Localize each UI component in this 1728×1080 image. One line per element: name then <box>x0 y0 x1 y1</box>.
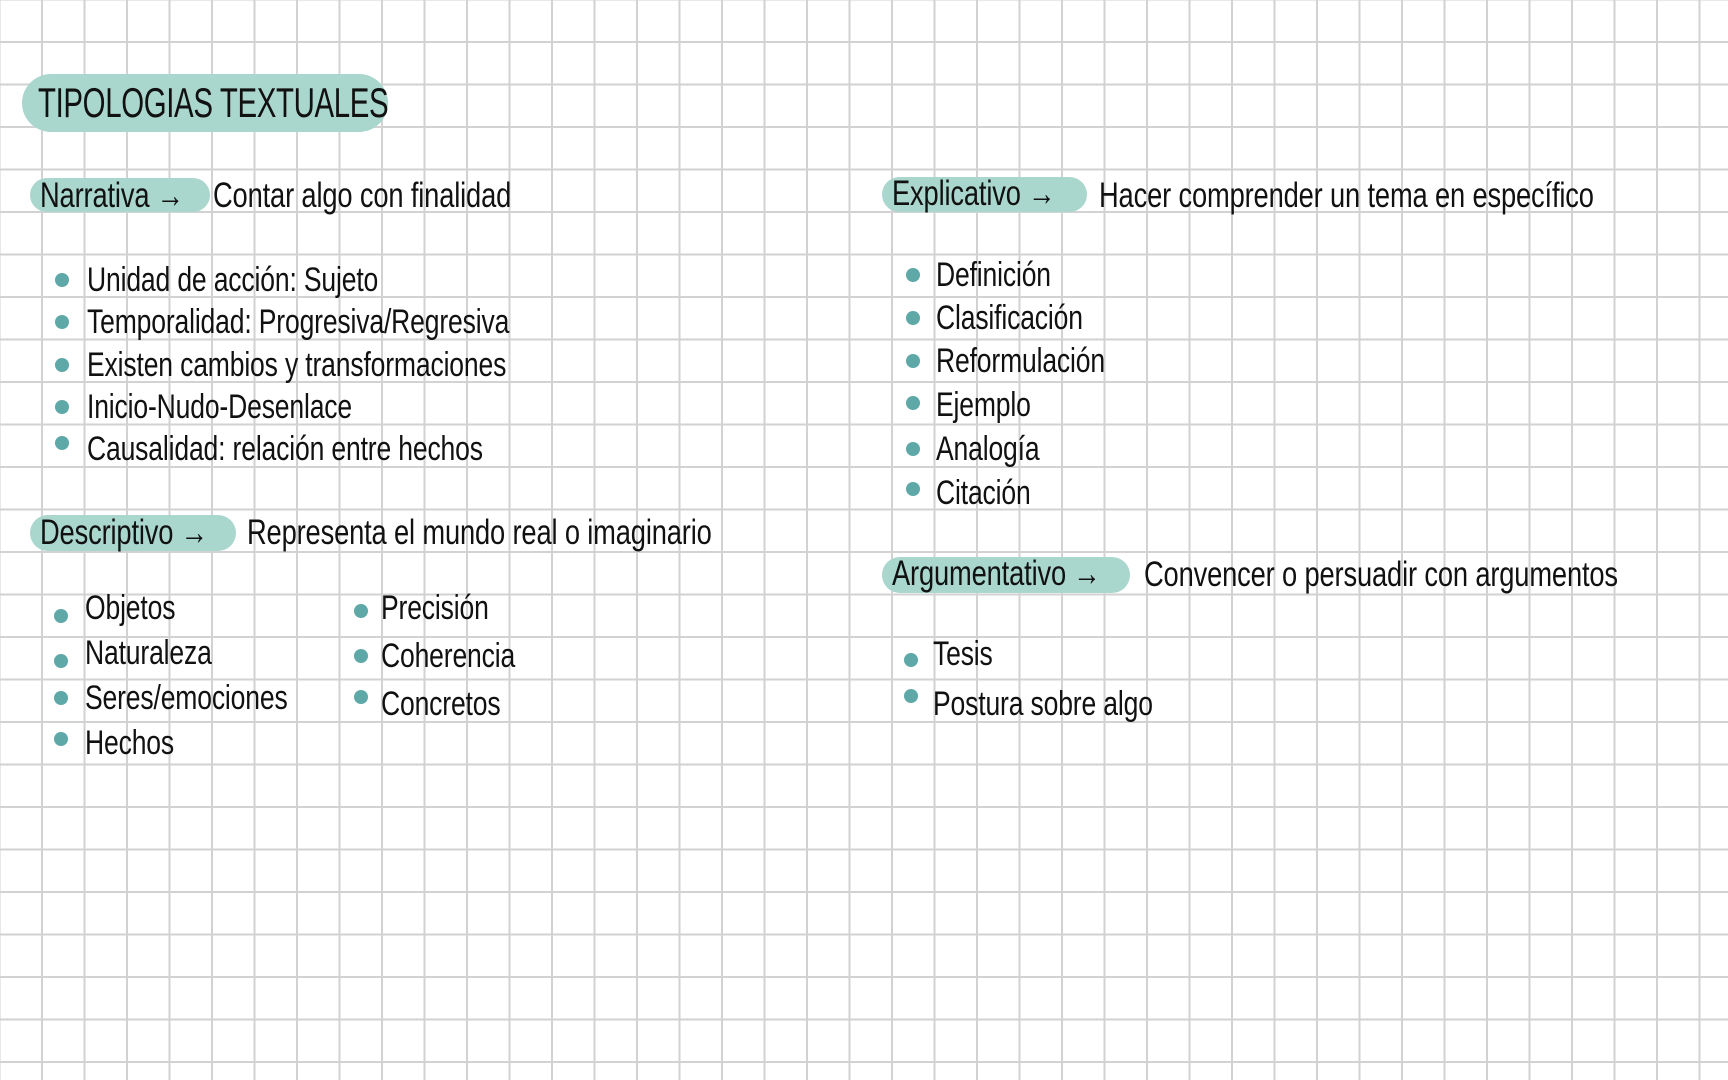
narrativa-heading <box>40 175 225 217</box>
argumentativo-label: Argumentativo → <box>892 554 1101 593</box>
bullet-icon <box>906 354 920 368</box>
bullet-icon <box>906 482 920 496</box>
descriptivo-label: Descriptivo → <box>40 513 208 552</box>
bullet-icon <box>54 654 68 668</box>
bullet-icon <box>54 609 68 623</box>
argumentativo-description: Convencer o persuadir con argumentos <box>1144 555 1618 594</box>
list-item: Objetos <box>54 587 201 629</box>
bullet-icon <box>906 442 920 456</box>
bullet-icon <box>904 653 918 667</box>
bullet-icon <box>906 268 920 282</box>
list-item: Definición <box>906 254 1083 296</box>
list-item: Tesis <box>904 633 1009 675</box>
descriptivo-description: Representa el mundo real o imaginario <box>247 513 712 552</box>
bullet-icon <box>55 400 69 414</box>
bullet-icon <box>906 396 920 410</box>
list-item: Naturaleza <box>54 632 247 674</box>
explicativo-description: Hacer comprender un tema en específico <box>1099 176 1594 215</box>
page-title: TIPOLOGIAS TEXTUALES <box>38 79 389 126</box>
list-item: Postura sobre algo <box>904 683 1215 725</box>
bullet-icon <box>55 436 69 450</box>
arrow-right-icon: → <box>1073 554 1101 593</box>
list-item: Reformulación <box>906 340 1153 382</box>
list-item: Temporalidad: Progresiva/Regresiva <box>55 301 628 343</box>
list-item: Inicio-Nudo-Desenlace <box>55 386 427 428</box>
bullet-icon <box>55 273 69 287</box>
list-item: Seres/emociones <box>54 677 345 719</box>
bullet-icon <box>354 649 368 663</box>
descriptivo-heading <box>40 512 255 554</box>
list-item: Existen cambios y transformaciones <box>55 344 624 386</box>
explicativo-label: Explicativo → <box>892 174 1056 213</box>
list-item: Analogía <box>906 428 1069 470</box>
narrativa-description: Contar algo con finalidad <box>213 176 512 215</box>
bullet-icon <box>354 604 368 618</box>
list-item: Concretos <box>354 683 534 725</box>
bullet-icon <box>906 311 920 325</box>
list-item: Ejemplo <box>906 384 1057 426</box>
list-item: Citación <box>906 472 1057 514</box>
bullet-icon <box>904 689 918 703</box>
bullet-icon <box>55 315 69 329</box>
arrow-right-icon: → <box>180 513 208 552</box>
list-item: Unidad de acción: Sujeto <box>55 259 460 301</box>
arrow-right-icon: → <box>1028 174 1056 213</box>
bullet-icon <box>54 691 68 705</box>
explicativo-heading <box>892 173 1101 215</box>
list-item: Clasificación <box>906 297 1124 339</box>
list-item: Coherencia <box>354 635 553 677</box>
arrow-right-icon: → <box>156 176 184 215</box>
list-item: Precisión <box>354 587 519 629</box>
list-item: Hechos <box>54 722 199 764</box>
argumentativo-heading <box>892 553 1159 595</box>
bullet-icon <box>54 732 68 746</box>
narrativa-label: Narrativa → <box>40 176 184 215</box>
list-item: Causalidad: relación entre hechos <box>55 428 595 470</box>
bullet-icon <box>354 690 368 704</box>
bullet-icon <box>55 358 69 372</box>
